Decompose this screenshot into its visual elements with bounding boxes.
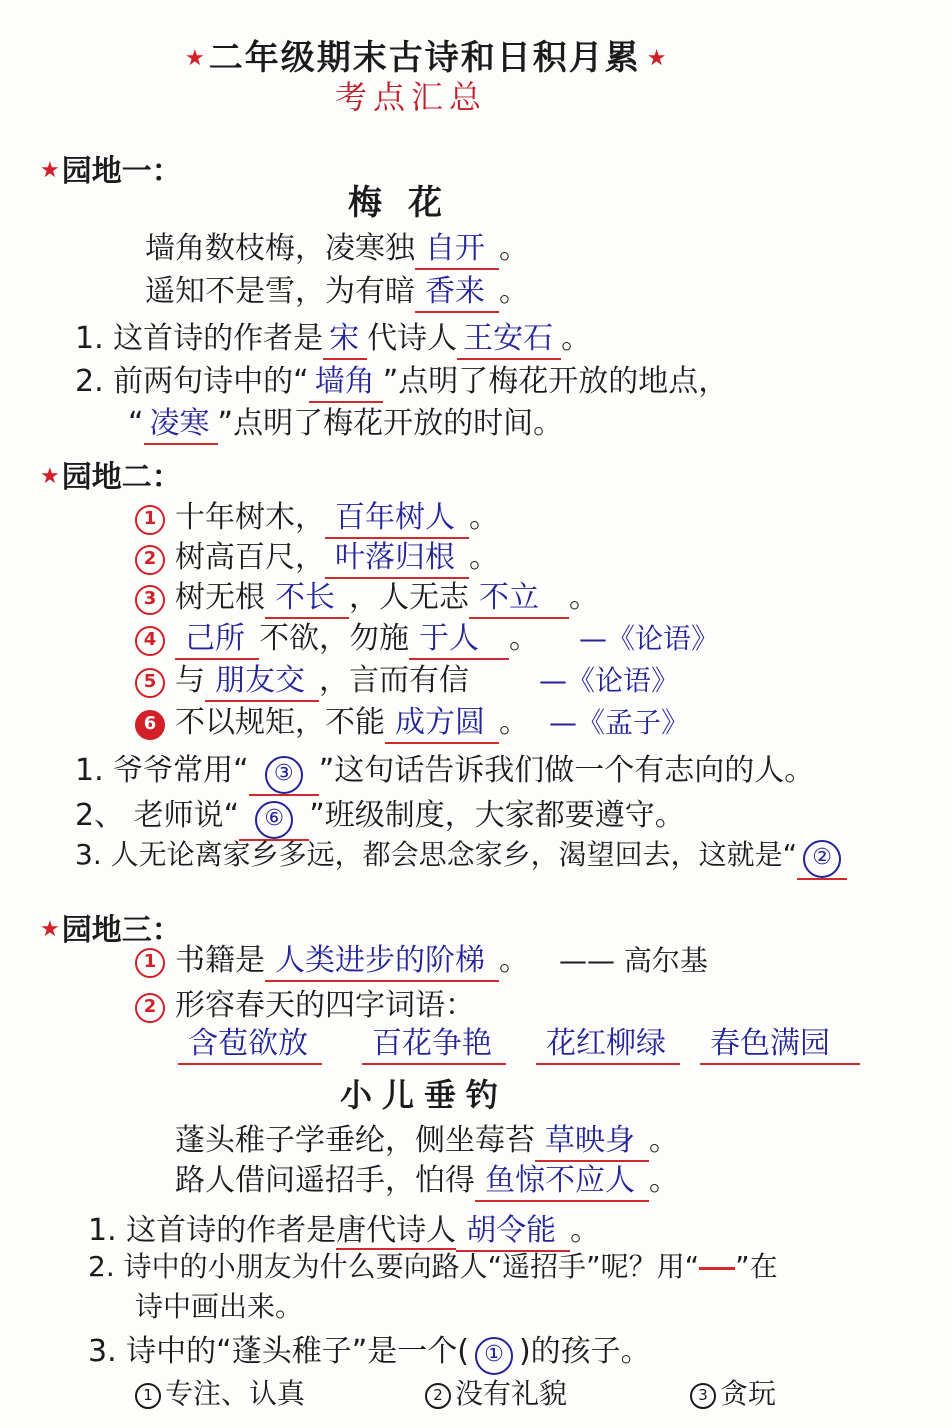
- word-list: [178, 1018, 860, 1065]
- answer-text: 自开: [415, 223, 499, 270]
- wavy-line-mark: [699, 1267, 735, 1270]
- answer-text: 春色满园: [700, 1018, 860, 1065]
- star-icon: ★: [185, 46, 207, 71]
- section-heading-1: ★园地一：: [40, 154, 182, 189]
- question: 2、 老师说“ ⑥ ”班级制度，大家都要遵守。: [75, 790, 685, 841]
- poem-line: 路人借问遥招手，怕得 鱼惊不应人 。: [175, 1155, 679, 1202]
- page-title: ★二年级期末古诗和日积月累 ★: [185, 38, 669, 78]
- answer-text: ①: [475, 1337, 513, 1375]
- section-heading-2: ★园地二：: [40, 460, 182, 495]
- star-icon: ★: [40, 464, 60, 489]
- list-item: 2 形容春天的四字词语：: [135, 980, 475, 1024]
- option: 3 贪玩: [690, 1372, 776, 1412]
- poem-title: 梅花: [348, 183, 468, 223]
- page-subtitle: 考点汇总: [335, 78, 488, 116]
- answer-text: 于人: [409, 613, 509, 660]
- answer-text: 己所: [175, 613, 259, 660]
- answer-text: 不立: [469, 572, 569, 619]
- question-cont: 诗中画出来。: [135, 1290, 304, 1323]
- list-item: 3 树无根 不长 ，人无志 不立 。: [135, 572, 599, 619]
- answer-text: 墙角: [309, 356, 383, 403]
- option: 2 没有礼貌: [425, 1372, 567, 1412]
- answer-text: ②: [797, 838, 847, 880]
- source-reference: —《论语》: [579, 622, 720, 655]
- answer-text: 百年树人: [325, 492, 469, 539]
- answer-text: 花红柳绿: [536, 1018, 680, 1065]
- answer-text: 草映身: [535, 1115, 649, 1162]
- source-reference: —《论语》: [539, 664, 680, 697]
- list-item: 2 树高百尺， 叶落归根 。: [135, 532, 499, 579]
- star-icon: ★: [40, 158, 60, 183]
- answer-text: ⑥: [239, 798, 309, 841]
- answer-text: 叶落归根: [325, 532, 469, 579]
- star-icon: ★: [646, 46, 669, 71]
- section-heading-3: ★园地三：: [40, 913, 182, 948]
- question-cont: “ 凌寒 ”点明了梅花开放的时间。: [128, 398, 563, 445]
- list-item: 5 与 朋友交 ，言而有信 —《论语》: [135, 655, 679, 702]
- question: 2. 诗中的小朋友为什么要向路人“遥招手”呢？用“ ”在: [88, 1250, 778, 1283]
- answer-text: 百花争艳: [362, 1018, 506, 1065]
- question: 1. 这首诗的作者是 宋 代诗人 王安石 。: [75, 313, 591, 360]
- answer-text: 成方圆: [385, 697, 499, 744]
- poem-line: 墙角数枝梅，凌寒独 自开 。: [145, 223, 529, 270]
- question: 3. 诗中的“蓬头稚子”是一个( ① )的孩子。: [88, 1326, 651, 1375]
- answer-text: 凌寒: [144, 398, 218, 445]
- question: 2. 前两句诗中的“ 墙角 ”点明了梅花开放的地点，: [75, 356, 728, 403]
- answer-text: 香来: [415, 266, 499, 313]
- star-icon: ★: [40, 917, 60, 942]
- list-item: 4 己所 不欲，勿施 于人 。 —《论语》: [135, 613, 719, 660]
- answer-text: 胡令能: [456, 1205, 570, 1252]
- answer-text: 朋友交: [205, 655, 319, 702]
- poem-line: 遥知不是雪，为有暗 香来 。: [145, 266, 529, 313]
- poem-line: 蓬头稚子学垂纶，侧坐莓苔 草映身 。: [175, 1115, 679, 1162]
- question: 3. 人无论离家乡多远，都会思念家乡，渴望回去，这就是“ ②: [75, 833, 847, 880]
- answer-text: 人类进步的阶梯: [265, 935, 499, 982]
- answer-text: 含苞欲放: [178, 1018, 322, 1065]
- source-reference: —— 高尔基: [559, 944, 708, 977]
- list-item: 6 不以规矩，不能 成方圆 。 —《孟子》: [135, 697, 689, 744]
- answer-text: 不长: [265, 572, 349, 619]
- question: 1. 这首诗的作者是唐代诗人 胡令能 。: [88, 1205, 600, 1252]
- option: 1 专注、认真: [135, 1372, 305, 1412]
- answer-text: 鱼惊不应人: [475, 1155, 649, 1202]
- answer-text: ③: [249, 753, 319, 796]
- question: 1. 爷爷常用“ ③ ”这句话告诉我们做一个有志向的人。: [75, 745, 814, 796]
- poem-title: 小儿垂钓: [340, 1076, 509, 1114]
- list-item: 1 十年树木， 百年树人 。: [135, 492, 499, 539]
- answer-text: 宋: [323, 313, 367, 360]
- source-reference: —《孟子》: [549, 706, 690, 739]
- list-item: 1 书籍是 人类进步的阶梯 。 —— 高尔基: [135, 935, 708, 982]
- answer-text: 王安石: [457, 313, 561, 360]
